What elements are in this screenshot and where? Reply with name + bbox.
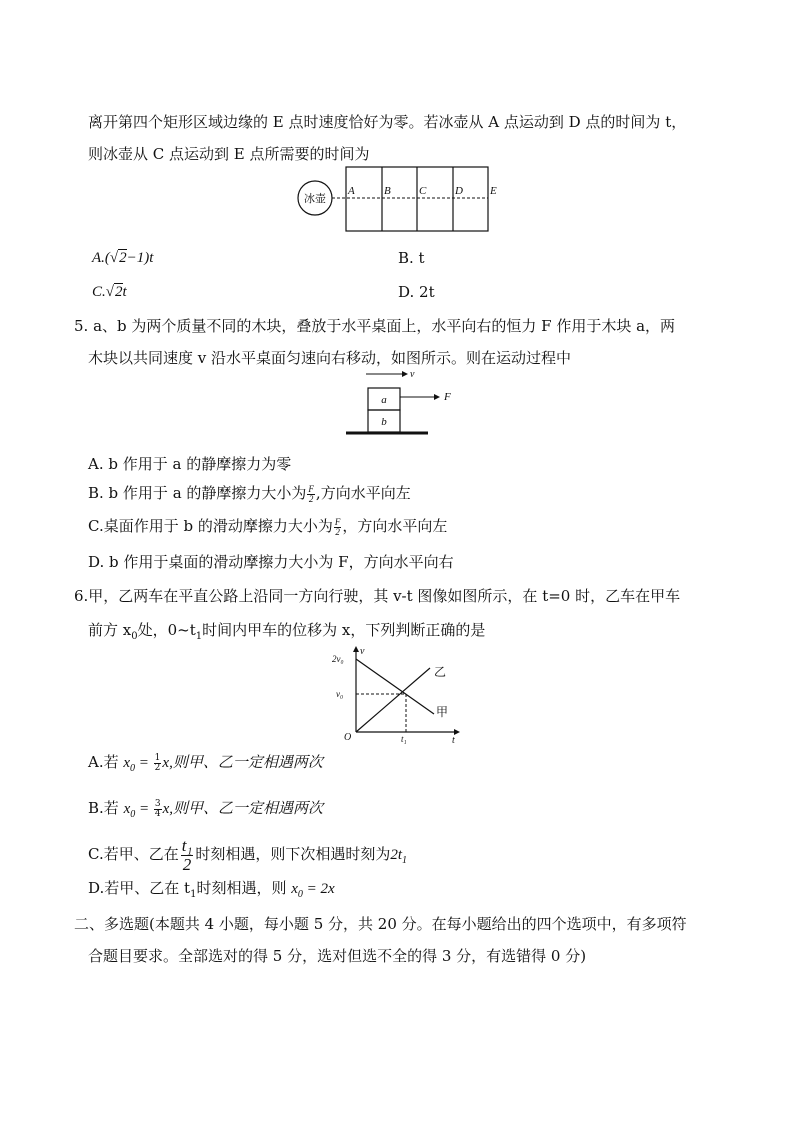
point-label-a: A — [348, 185, 355, 197]
puck-label: 冰壶 — [304, 193, 326, 205]
q4-text-line1: 离开第四个矩形区域边缘的 E 点时速度恰好为零。若冰壶从 A 点运动到 D 点的时间为 t， — [88, 113, 687, 131]
q5-option-b[interactable]: B. b 作用于 a 的静摩擦力大小为 $\frac{F}{2}$ ,方向水平向左 — [88, 483, 411, 504]
q5-option-a[interactable]: A. b 作用于 a 的静摩擦力为零 — [88, 455, 292, 473]
q6-text-line1: 6.甲，乙两车在平直公路上沿同一方向行驶，其 v-t 图像如图所示，在 t=0 时，乙车在甲车 — [74, 587, 681, 605]
velocity-label: v — [410, 369, 415, 380]
point-label-c: C — [419, 185, 427, 197]
q6-option-a[interactable]: A.若 $x_0$ = $\frac{1}{2}$ x,则甲、乙一定相遇两次 — [88, 752, 323, 774]
line-yi — [356, 659, 434, 714]
q5-text-line1: 5. a、b 为两个质量不同的木块，叠放于水平桌面上，水平向右的恒力 F 作用于木块 a，两 — [74, 317, 676, 335]
y-tick-2v0: 2v₀ — [332, 654, 344, 664]
y-axis-label: v — [360, 646, 365, 657]
q4-option-c[interactable]: C.√2t — [92, 284, 127, 300]
label-yi: 乙 — [434, 665, 447, 679]
section2-heading-line2: 合题目要求。全部选对的得 5 分，选对但选不全的得 3 分，有选错得 0 分) — [88, 947, 587, 965]
section2-heading-line1: 二、多选题(本题共 4 小题，每小题 5 分，共 20 分。在每小题给出的四个选项中，有多项符 — [74, 915, 687, 933]
block-b-label: b — [381, 416, 387, 428]
point-label-b: B — [384, 185, 391, 197]
line-jia — [356, 668, 430, 732]
q6-option-b[interactable]: B.若 $x_0$ = $\frac{3}{4}$ x,则甲、乙一定相遇两次 — [88, 798, 324, 820]
q4-curling-figure — [296, 164, 506, 236]
y-tick-v0: v₀ — [336, 689, 344, 699]
q5-option-c[interactable]: C.桌面作用于 b 的滑动摩擦力大小为 $\frac{F}{2}$ ，方向水平向左 — [88, 516, 448, 537]
q5-blocks-figure — [342, 364, 470, 440]
q6-text-line2: 前方 $x_0$处，$0\sim t_1$时间内甲车的位移为 x，下列判断正确的是 — [88, 621, 486, 642]
q6-option-d[interactable]: D.若甲、乙在 $t_1$时刻相遇，则 $x_0 = 2x$ — [88, 879, 335, 900]
puck-icon — [298, 181, 332, 215]
block-a-label: a — [381, 394, 387, 406]
force-label: F — [444, 391, 451, 403]
q5-text-line2: 木块以共同速度 v 沿水平桌面匀速向右移动，如图所示。则在运动过程中 — [88, 349, 572, 367]
label-jia: 甲 — [436, 705, 449, 719]
q4-option-d[interactable]: D. 2t — [398, 283, 435, 301]
q4-text-line2: 则冰壶从 C 点运动到 E 点所需要的时间为 — [88, 145, 370, 163]
origin-label: O — [344, 732, 352, 743]
x-tick-t1: t₁ — [401, 734, 407, 744]
q6-vt-graph — [330, 644, 466, 744]
point-label-e: E — [490, 185, 497, 197]
q6-option-c[interactable]: C.若甲、乙在 $\frac{\text{t₁}}{2}$ 时刻相遇，则下次相遇时刻为$2t_1$ — [88, 835, 408, 874]
q4-option-b[interactable]: B. t — [398, 249, 425, 267]
x-axis-label: t — [452, 735, 455, 744]
q4-option-a[interactable]: A.(√2−1)t — [92, 250, 154, 266]
q5-option-d[interactable]: D. b 作用于桌面的滑动摩擦力大小为 F，方向水平向右 — [88, 553, 454, 571]
point-label-d: D — [455, 185, 463, 197]
